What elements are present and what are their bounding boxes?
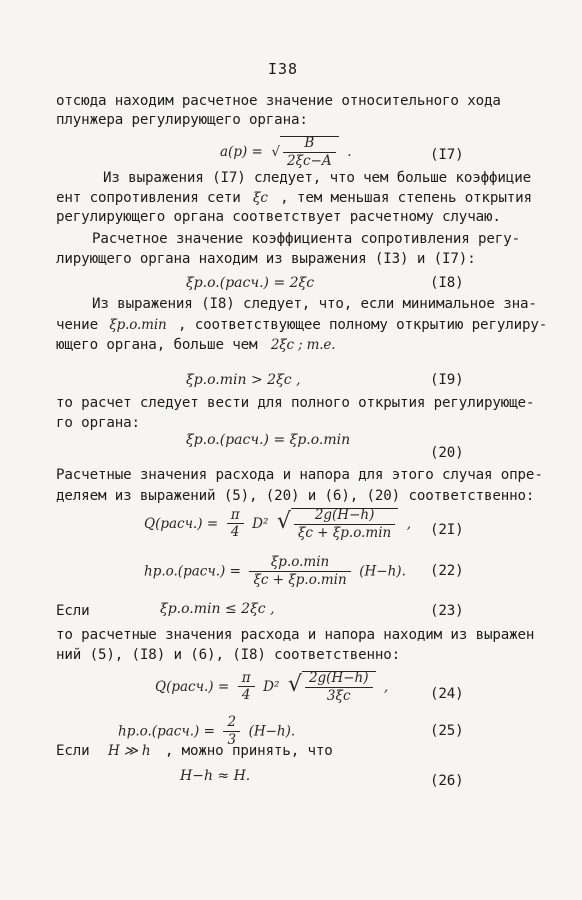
formula-19: ξp.o.min > 2ξc ,	[186, 372, 301, 388]
text-segment: ент сопротивления сети	[56, 190, 241, 206]
equation-number: (I7)	[430, 147, 464, 163]
formula-21: Q(расч.) = $\frac{\pi}{4}$ D² √ $\frac{2g(H-h)}{\xi c + \xi p.o.\min}$ ,	[144, 506, 412, 541]
text-segment: , соответствующее полному открытию регулиру-	[177, 317, 548, 333]
equation-number: (I8)	[430, 275, 464, 291]
equation-number: (I9)	[430, 372, 464, 388]
formula-21-d: D²	[252, 516, 269, 532]
formula-25-tail: (H−h).	[248, 723, 296, 740]
formula-21-coef-den: 4	[230, 524, 240, 540]
sqrt-21: √ $\frac{2g(H-h)}{\xi c + \xi p.o.\min}$	[277, 508, 398, 540]
formula-17-num: B	[283, 137, 336, 153]
text-line: то расчетные значения расхода и напора находим из выражен	[56, 627, 535, 643]
text-line	[56, 338, 335, 353]
text-line: деляем из выражений (5), (20) и (6), (20) соответственно:	[56, 488, 535, 504]
formula-21-lhs: Q(расч.) =	[144, 516, 219, 532]
formula-21-coef-num: π	[227, 509, 244, 525]
formula-23: ξp.o.min ≤ 2ξc ,	[160, 601, 275, 617]
formula-24-coef-den: 4	[241, 687, 251, 703]
formula-17: a(p) = √ $\frac{B}{2\xi c-A}$ .	[220, 135, 352, 169]
text-line	[56, 318, 547, 333]
text-line: лирующего органа находим из выражения (I3) и (I7):	[56, 251, 476, 267]
text-segment: Если	[56, 743, 90, 759]
page-number: I38	[268, 60, 299, 78]
two-xi-c-symbol: 2ξc ; т.е.	[270, 337, 336, 353]
text-line: ний (5), (I8) и (6), (I8) соответственно:	[56, 647, 401, 663]
text-line: Из выражения (I8) следует, что, если минимальное зна-	[92, 296, 537, 312]
equation-number: (26)	[430, 773, 464, 789]
formula-20: ξp.o.(расч.) = ξp.o.min	[186, 432, 351, 448]
formula-25-den: 3	[227, 731, 237, 748]
formula-22-tail: (H−h).	[359, 563, 406, 580]
equation-number: (24)	[430, 686, 464, 702]
text-line: Расчетное значение коэффициента сопротивления регу-	[92, 231, 520, 247]
text-line: то расчет следует вести для полного открытия регулирующе-	[56, 395, 535, 411]
text-line: Из выражения (I7) следует, что чем больше коэффицие	[103, 170, 531, 186]
text-segment: , можно принять, что	[164, 743, 333, 759]
formula-24-rad-den: 3ξc	[326, 687, 351, 704]
text-line: Если	[56, 603, 90, 619]
xi-ro-min-symbol: ξp.o.min	[109, 317, 167, 333]
formula-22-den: ξc + ξp.o.min	[253, 571, 347, 588]
text-segment: ющего органа, больше чем	[56, 337, 258, 353]
text-line: плунжера регулирующего органа:	[56, 112, 308, 128]
sqrt-24: √ $\frac{2g(H-h)}{3\xi c}$	[288, 671, 376, 703]
formula-24-rad-num: 2g(H−h)	[305, 672, 373, 688]
formula-22-num: ξp.o.min	[249, 556, 350, 572]
formula-h-much-greater: H ≫ h	[107, 743, 151, 759]
text-segment: , тем меньшая степень открытия	[280, 190, 532, 206]
equation-number: (22)	[430, 563, 464, 579]
formula-17-lhs: a(p) =	[220, 144, 263, 160]
formula-25-lhs: hp.o.(расч.) =	[118, 723, 215, 740]
equation-number: (25)	[430, 723, 464, 739]
formula-22	[144, 556, 406, 587]
text-line: го органа:	[56, 415, 140, 431]
text-line	[56, 191, 532, 206]
text-line	[56, 744, 333, 759]
text-segment: чение	[56, 317, 98, 333]
formula-21-rad-den: ξc + ξp.o.min	[297, 524, 392, 541]
formula-22-lhs: hp.o.(расч.) =	[144, 563, 241, 580]
formula-24: Q(расч.) = $\frac{\pi}{4}$ D² √ $\frac{2g(H-h)}{3\xi c}$ ,	[155, 669, 389, 704]
equation-number: (23)	[430, 603, 464, 619]
formula-25-num: 2	[223, 716, 240, 732]
formula-24-d: D²	[263, 679, 280, 695]
formula-17-den: 2ξc−A	[286, 152, 332, 169]
formula-24-coef-num: π	[238, 672, 255, 688]
formula-24-lhs: Q(расч.) =	[155, 679, 230, 695]
formula-26: H−h ≈ H.	[180, 768, 251, 784]
equation-number: (2I)	[430, 522, 464, 538]
equation-number: (20)	[430, 445, 464, 461]
text-line: отсюда находим расчетное значение относительного хода	[56, 93, 501, 109]
sqrt-17: √ $\frac{B}{2\xi c-A}$	[271, 136, 338, 168]
text-line: Расчетные значения расхода и напора для этого случая опре-	[56, 467, 543, 483]
formula-21-rad-num: 2g(H−h)	[294, 509, 395, 525]
text-line: регулирующего органа соответствует расчетному случаю.	[56, 209, 501, 225]
xi-c-symbol: ξc	[253, 190, 268, 206]
formula-18: ξp.o.(расч.) = 2ξc	[186, 275, 315, 291]
